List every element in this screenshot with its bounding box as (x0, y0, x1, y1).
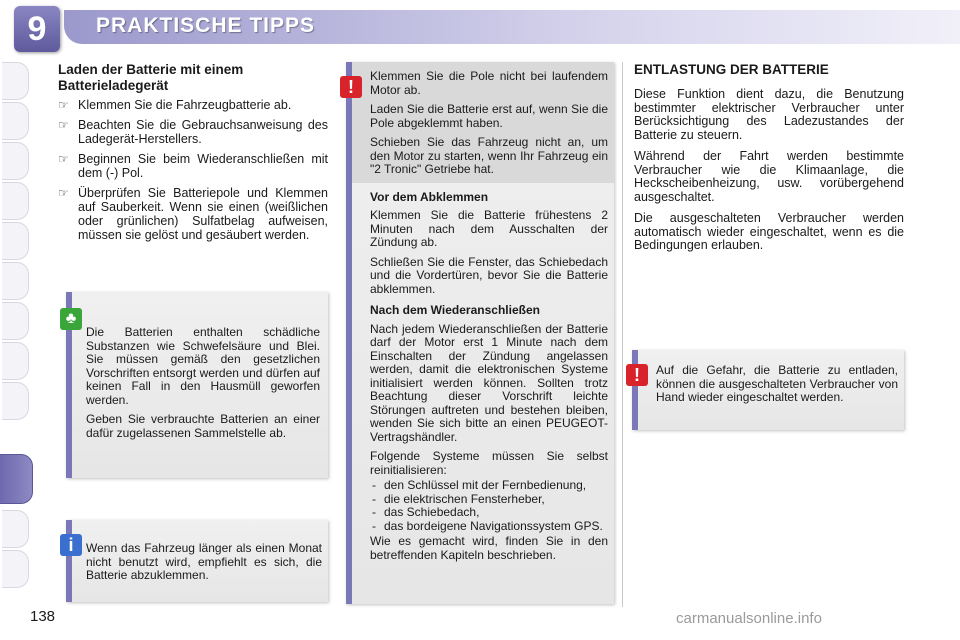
warning-icon: ! (340, 76, 362, 98)
subheading-before: Vor dem Abklemmen (370, 189, 489, 204)
reinit-list (370, 479, 608, 533)
charging-steps-list (58, 98, 328, 248)
section-title-charging: Laden der Batterie mit einem Batterieladegerät (58, 62, 244, 93)
section-title-load-shedding: ENTLASTUNG DER BATTERIE (634, 62, 829, 77)
chapter-number: 9 (14, 6, 60, 52)
info-note: i Wenn das Fahrzeug länger als einen Monat nicht benutzt wird, empfiehlt es sich, die Batterie abzuklemmen. (66, 520, 328, 602)
list-item: - das Schiebedach, (370, 506, 608, 520)
environment-note: ♣ Die Batterien enthalten schädliche Substanzen wie Schwefelsäure und Blei. Sie müssen gemäß den gesetzlichen Vorschriften entsorgt werden und dürfen auf keinen Fall in den Hausmüll geworfen werden. Geben Sie verbrauchte Batterien an einer dafür zugelassenen Sammelstelle ab. (66, 292, 328, 478)
pointing-hand-icon: ☞ (58, 186, 69, 200)
info-icon: i (60, 534, 82, 556)
tree-icon: ♣ (60, 308, 82, 330)
list-item: - das bordeigene Navigationssystem GPS. (370, 520, 608, 534)
load-shedding-text: Diese Funktion dient dazu, die Benutzung bestimmter elektrischer Verbraucher unter Berücksichtigung des Ladezustandes der Batterie zu steuern. Während der Fahrt werden bestimmte Verbraucher wie die Klimaanlage, die Heckscheibenheizung, usw. vorübergehend ausgeschaltet. Die ausgeschalteten Verbraucher werden automatisch wieder eingeschaltet, wenn es die Bedingungen erlauben. (634, 87, 904, 252)
column-divider (622, 62, 623, 607)
page-header (0, 0, 960, 52)
chapter-tab-active[interactable] (0, 454, 33, 504)
pointing-hand-icon: ☞ (58, 118, 69, 132)
chapter-tab-rail (0, 62, 34, 582)
page-title: PRAKTISCHE TIPPS (96, 14, 316, 37)
warning-icon: ! (626, 364, 648, 386)
chapter-tab-9[interactable] (2, 382, 29, 420)
list-item: ☞ Klemmen Sie die Fahrzeugbatterie ab. (58, 98, 292, 112)
warning-intro: Klemmen Sie die Pole nicht bei laufendem Motor ab. Laden Sie die Batterie erst auf, wenn Sie die Pole abgeklemmt haben. Schieben Sie das Fahrzeug nicht an, um den Motor zu starten, wenn Ihr Fahrzeug ein "2 Tronic" Getriebe hat. (352, 62, 614, 183)
subheading-after: Nach dem Wiederanschließen (370, 303, 540, 317)
chapter-tab-12[interactable] (2, 550, 29, 588)
chapter-tab-6[interactable] (2, 262, 29, 300)
pointing-hand-icon: ☞ (58, 152, 69, 166)
list-item: ☞ Überprüfen Sie Batteriepole und Klemmen auf Sauberkeit. Wenn sie einen (weißlichen oder grünlichen) Sulfatbelag aufweisen, müssen sie gelöst und gesäubert werden. (58, 186, 328, 242)
chapter-tab-7[interactable] (2, 302, 29, 340)
list-item: ☞ Beginnen Sie beim Wiederanschließen mit dem (-) Pol. (58, 152, 328, 180)
chapter-tab-3[interactable] (2, 142, 29, 180)
chapter-tab-4[interactable] (2, 182, 29, 220)
watermark: carmanualsonline.info (676, 610, 822, 627)
chapter-tab-11[interactable] (2, 510, 29, 548)
pointing-hand-icon: ☞ (58, 98, 69, 112)
page-number: 138 (30, 608, 56, 625)
list-item: - die elektrischen Fensterheber, (370, 493, 608, 507)
list-item: ☞ Beachten Sie die Gebrauchsanweisung des Ladegerät-Herstellers. (58, 118, 328, 146)
chapter-tab-8[interactable] (2, 342, 29, 380)
chapter-tab-1[interactable] (2, 62, 29, 100)
warning-note-discharge: ! Auf die Gefahr, die Batterie zu entladen, können die ausgeschalteten Verbraucher von Hand wieder eingeschaltet werden. (632, 350, 904, 430)
warning-note-disconnect: ! Klemmen Sie die Pole nicht bei laufendem Motor ab. Laden Sie die Batterie erst auf, wenn Sie die Pole abgeklemmt haben. Schieben Sie das Fahrzeug nicht an, um den Motor zu starten, wenn Ihr Fahrzeug ein "2 Tronic" Getriebe hat. Vor dem Abklemmen Klemmen Sie die Batterie frühestens 2 Minuten nach dem Ausschalten der Zündung ab. Schließen Sie die Fenster, das Schiebedach und die Vordertüren, bevor Sie die Batterie abklemmen. Nach dem Wiederanschließen Nach jedem Wiederanschließen der Batterie darf der Motor erst 1 Minute nach dem Einschalten der Zündung angelassen werden, damit die elektronischen Systeme initialisiert werden können. Sollten trotz Beachtung dieser Vorschrift leichte Störungen auftreten und bestehen bleiben, wenden Sie sich bitte an einen PEUGEOT-Vertragshändler. Folgende Systeme müssen Sie selbst reinitialisieren: - den Schlüssel mit der Fernbedienung, - die elektrischen Fensterheber, - das Schiebedach, - das bordeigene Navigationssystem GPS. Wie es gemacht wird, finden Sie in den betreffenden Kapiteln beschrieben. (346, 62, 614, 604)
list-item: - den Schlüssel mit der Fernbedienung, (370, 479, 608, 493)
chapter-tab-5[interactable] (2, 222, 29, 260)
chapter-tab-2[interactable] (2, 102, 29, 140)
